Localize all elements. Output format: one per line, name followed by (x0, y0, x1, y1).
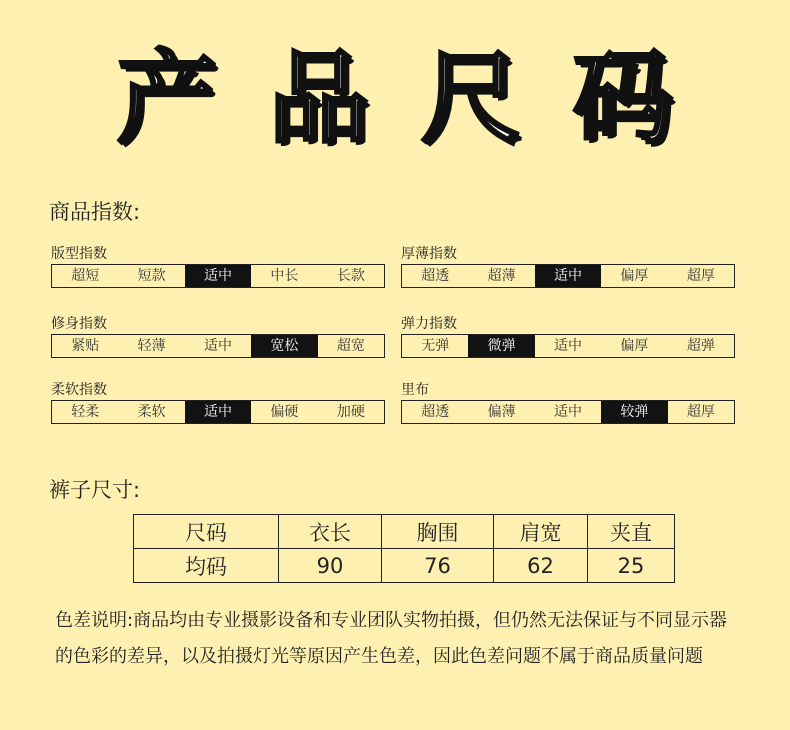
title-char-2: 品 (269, 39, 369, 157)
metric-option-selected: 适中 (185, 265, 251, 287)
index-metric (51, 314, 385, 358)
size-cell: 25 (588, 549, 675, 583)
metric-option: 偏厚 (620, 338, 649, 354)
metric-label: 版型指数 (51, 246, 107, 262)
metric-option-selected: 宽松 (251, 335, 317, 357)
metric-option: 超厚 (686, 268, 715, 284)
size-cell: 90 (279, 549, 382, 583)
metric-option: 短款 (137, 268, 166, 284)
metric-scale (401, 400, 735, 424)
title-char-4: 码 (573, 39, 673, 157)
size-header-cell: 尺码 (134, 515, 279, 549)
size-header-cell: 胸围 (382, 515, 494, 549)
metric-option: 超短 (71, 268, 100, 284)
metric-label: 弹力指数 (401, 316, 457, 332)
metric-label: 厚薄指数 (401, 246, 457, 262)
metric-option: 长款 (336, 268, 365, 284)
metric-option: 超弹 (686, 338, 715, 354)
metric-scale (51, 400, 385, 424)
metric-option: 加硬 (336, 404, 365, 420)
metric-option-selected: 微弹 (468, 335, 534, 357)
metric-label: 里布 (401, 382, 429, 398)
size-cell: 76 (382, 549, 494, 583)
metric-option: 轻柔 (71, 404, 100, 420)
size-section-heading: 裤子尺寸: (49, 478, 141, 502)
metric-option: 紧贴 (71, 338, 100, 354)
metric-label: 修身指数 (51, 316, 107, 332)
title-char-1: 产 (117, 39, 217, 157)
index-metric (401, 380, 735, 424)
metric-option: 轻薄 (137, 338, 166, 354)
metric-option: 柔软 (137, 404, 166, 420)
size-table-header-row (134, 515, 675, 549)
table-row (134, 549, 675, 583)
metric-option: 适中 (554, 338, 583, 354)
metric-option: 超薄 (487, 268, 516, 284)
size-table (133, 514, 675, 583)
index-metric (51, 244, 385, 288)
size-header-cell: 夹直 (588, 515, 675, 549)
metric-option: 超透 (421, 268, 450, 284)
metric-option: 偏硬 (270, 404, 299, 420)
metric-option-selected: 适中 (535, 265, 601, 287)
size-header-cell: 衣长 (279, 515, 382, 549)
metric-option: 中长 (270, 268, 299, 284)
metric-option-selected: 较弹 (601, 401, 667, 423)
index-metric (401, 244, 735, 288)
metric-option-selected: 适中 (185, 401, 251, 423)
metric-option: 超透 (421, 404, 450, 420)
metric-option: 偏薄 (487, 404, 516, 420)
title-char-3: 尺 (421, 39, 521, 157)
metric-scale (401, 334, 735, 358)
metric-label: 柔软指数 (51, 382, 107, 398)
metric-scale (51, 264, 385, 288)
metric-option: 超宽 (336, 338, 365, 354)
page-title (0, 38, 790, 158)
metric-option: 适中 (554, 404, 583, 420)
size-cell: 62 (494, 549, 588, 583)
metric-scale (51, 334, 385, 358)
metric-option: 无弹 (421, 338, 450, 354)
index-metric (401, 314, 735, 358)
color-difference-note: 色差说明:商品均由专业摄影设备和专业团队实物拍摄，但仍然无法保证与不同显示器的色彩的差异，以及拍摄灯光等原因产生色差，因此色差问题不属于商品质量问题 (55, 610, 728, 667)
index-metric (51, 380, 385, 424)
product-index-heading: 商品指数: (49, 200, 141, 224)
size-header-cell: 肩宽 (494, 515, 588, 549)
metric-option: 超厚 (686, 404, 715, 420)
metric-scale (401, 264, 735, 288)
size-cell: 均码 (134, 549, 279, 583)
metric-option: 偏厚 (620, 268, 649, 284)
metric-option: 适中 (204, 338, 233, 354)
